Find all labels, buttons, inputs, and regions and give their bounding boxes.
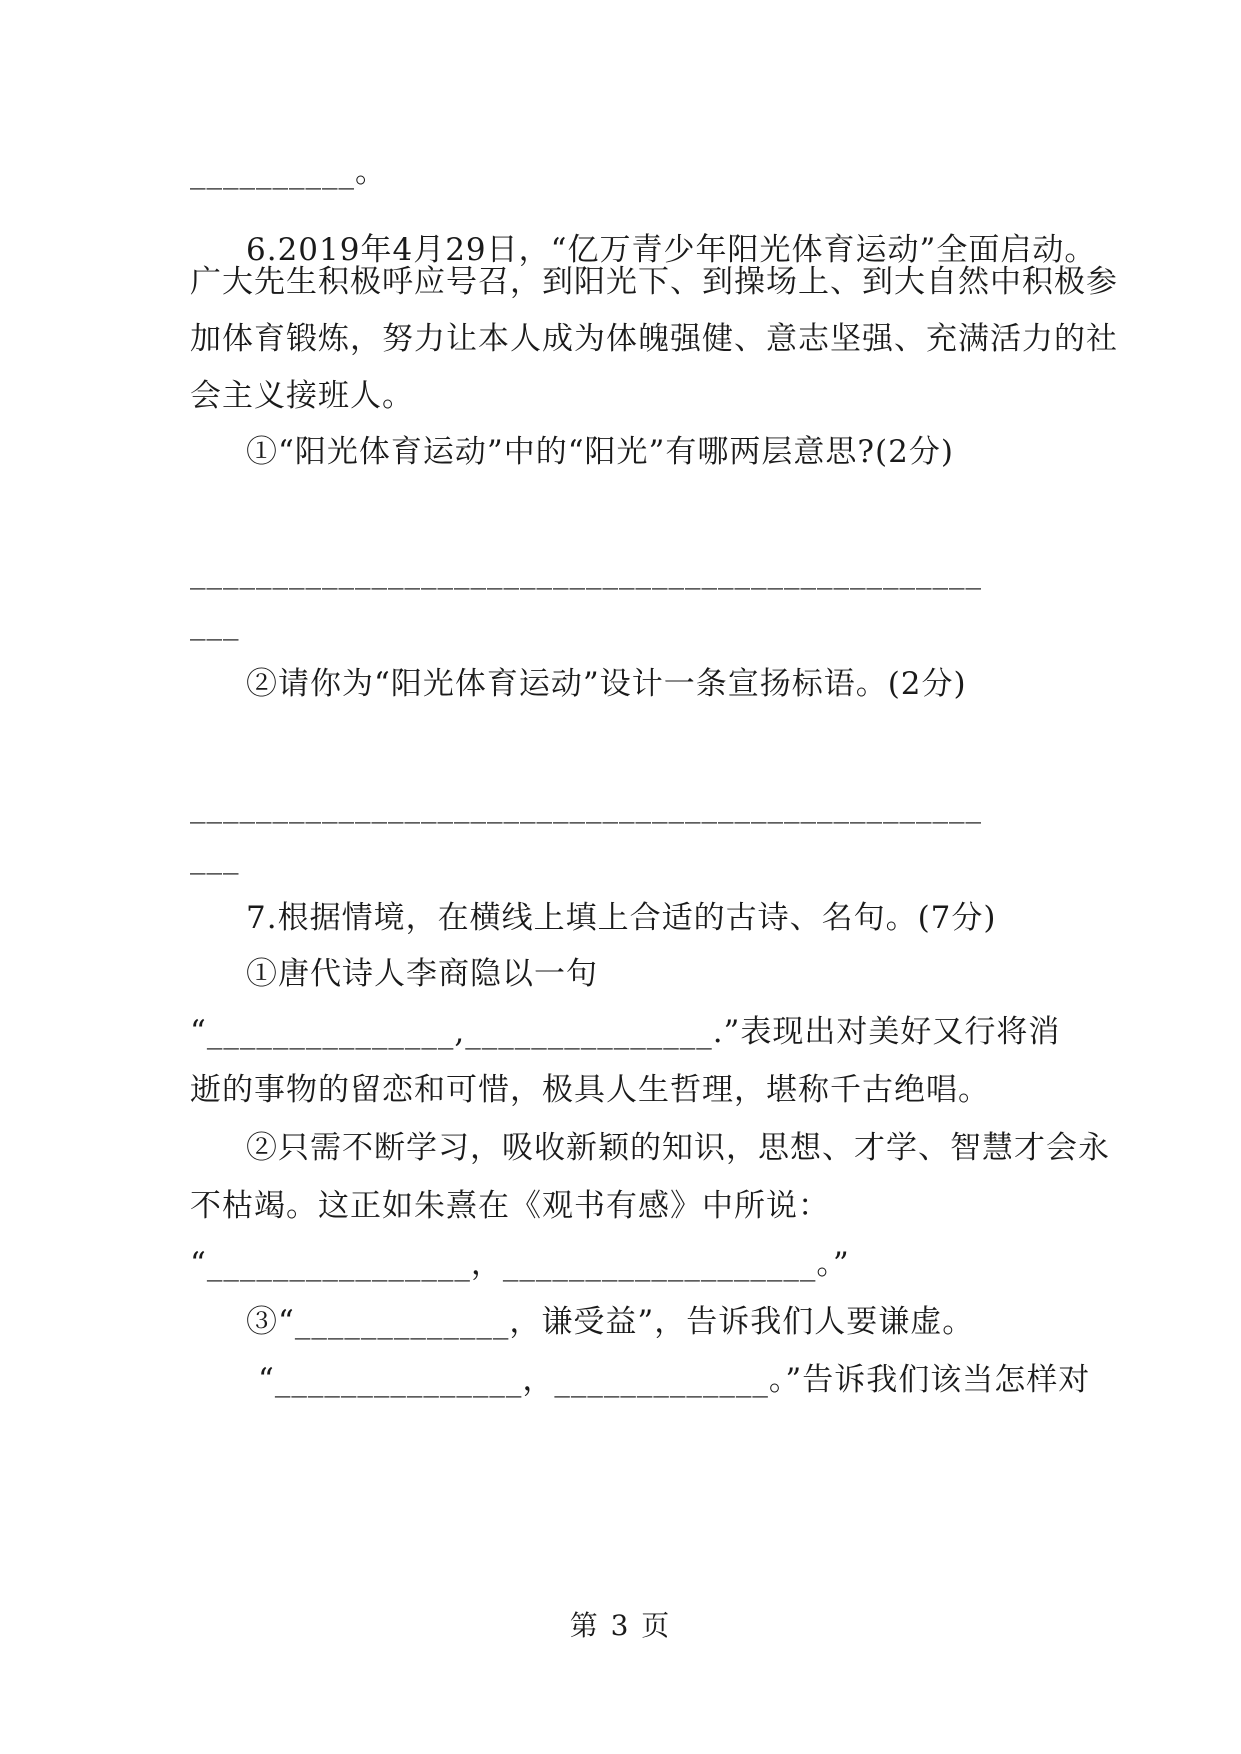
sub-question-2: ②只需不断学习，吸收新颖的知识，思想、才学、智慧才会永 — [246, 1130, 1110, 1166]
answer-blank-line: ________________________________________________ — [190, 554, 982, 590]
sub-question-2: ②请你为“阳光体育运动”设计一条宣扬标语。(2分) — [246, 666, 967, 702]
text-line: 会主义接班人。 — [190, 378, 414, 414]
fill-in-line: “_______________,_______________.”表现出对美好又行将消 — [190, 1014, 1061, 1050]
answer-blank-line: ___ — [190, 839, 240, 875]
answer-blank-line: ___ — [190, 605, 240, 641]
answer-blank-line: ________________________________________________ — [190, 788, 982, 824]
sub-question-1: ①“阳光体育运动”中的“阳光”有哪两层意思?(2分) — [246, 434, 954, 470]
text-line: 广大先生积极呼应号召，到阳光下、到操场上、到大自然中积极参 — [190, 264, 1118, 300]
question-7-text: 7.根据情境，在横线上填上合适的古诗、名句。(7分) — [246, 900, 997, 936]
question-6-text: 6.2019年4月29日，“亿万青少年阳光体育运动”全面启动。 — [246, 232, 1097, 268]
page-number: 第 3 页 — [569, 1609, 672, 1642]
sub-question-3: ③“_____________，谦受益”，告诉我们人要谦虚。 — [246, 1304, 975, 1340]
fill-in-line: “________________，___________________。” — [190, 1246, 850, 1282]
text-line: 加体育锻炼，努力让本人成为体魄强健、意志坚强、充满活力的社 — [190, 321, 1118, 357]
text-line: 逝的事物的留恋和可惜，极具人生哲理，堪称千古绝唱。 — [190, 1072, 990, 1108]
fill-in-line: “_______________，_____________。”告诉我们该当怎样对 — [258, 1362, 1091, 1398]
sub-question-1: ①唐代诗人李商隐以一句 — [246, 956, 598, 992]
text-line: __________。 — [190, 154, 387, 190]
text-line: 不枯竭。这正如朱熹在《观书有感》中所说： — [190, 1188, 830, 1224]
